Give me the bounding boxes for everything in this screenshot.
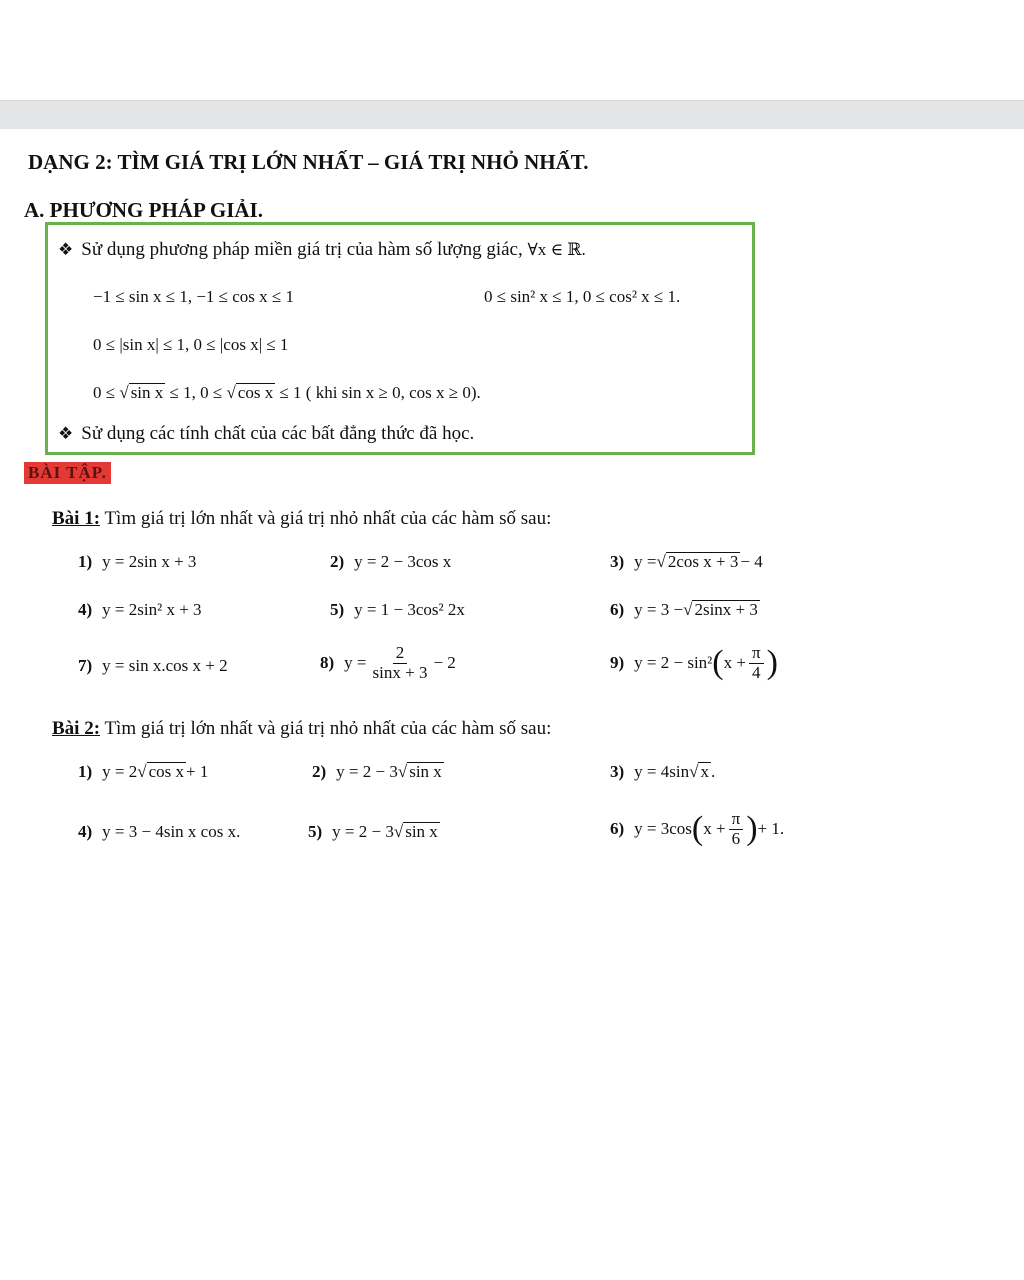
formula-abs-range: 0 ≤ |sin x| ≤ 1, 0 ≤ |cos x| ≤ 1 bbox=[93, 335, 289, 354]
bai1-item-1 bbox=[78, 552, 196, 572]
fraction-denominator: 6 bbox=[731, 828, 741, 848]
item-fraction bbox=[749, 644, 764, 682]
section-a-heading: A. PHƯƠNG PHÁP GIẢI. bbox=[24, 198, 263, 222]
item-expr: y = 2sin² x + 3 bbox=[102, 600, 202, 619]
bai2-item-6 bbox=[610, 810, 784, 848]
item-number: 8) bbox=[320, 653, 335, 673]
item-radicand: sin x bbox=[405, 822, 438, 842]
fraction-numerator: π bbox=[749, 644, 764, 664]
bai2-heading bbox=[52, 718, 551, 740]
item-number: 5) bbox=[308, 822, 323, 841]
item-radicand: x bbox=[700, 762, 709, 782]
f3-mid: ≤ 1, 0 ≤ bbox=[165, 383, 227, 402]
item-expr-tail: − 2 bbox=[433, 653, 456, 673]
formula-sin-cos-range: −1 ≤ sin x ≤ 1, −1 ≤ cos x ≤ 1 bbox=[93, 287, 294, 306]
item-expr: y = 2 − 3cos x bbox=[354, 552, 452, 571]
bai1-item-8 bbox=[320, 644, 456, 682]
fraction-numerator: 2 bbox=[393, 644, 408, 664]
bullet-1-math: ∀x ∈ ℝ. bbox=[527, 240, 586, 259]
bai1-item-6: 6) y = 3 − √ 2sinx + 3 bbox=[610, 600, 758, 620]
item-expr: y = 2 bbox=[102, 762, 138, 781]
method-box bbox=[45, 222, 755, 455]
bai2-item-2: 2) y = 2 − 3 √ sin x bbox=[312, 762, 442, 782]
diamond-bullet-icon: ❖ bbox=[58, 240, 74, 259]
item-expr-tail: + 1. bbox=[757, 819, 785, 839]
item-expr-tail: − 4 bbox=[740, 552, 763, 571]
item-expr: y = 3 − bbox=[634, 600, 684, 619]
bai2-item-3: 3) y = 4sin √ x . bbox=[610, 762, 716, 782]
item-number: 6) bbox=[610, 600, 625, 619]
item-number: 6) bbox=[610, 819, 625, 839]
item-expr: y = 4sin bbox=[634, 762, 690, 781]
bullet-1-text: Sử dụng phương pháp miền giá trị của hàm số lượng giác, bbox=[81, 239, 523, 260]
item-radicand: sin x bbox=[409, 762, 442, 782]
item-radicand: 2cos x + 3 bbox=[667, 552, 739, 572]
item-expr: y = bbox=[634, 552, 657, 571]
left-paren: ( bbox=[712, 644, 724, 682]
exercises-label: BÀI TẬP. bbox=[24, 462, 111, 484]
f3-radicand-2: cos x bbox=[237, 383, 274, 402]
viewer-top-bar bbox=[0, 100, 1024, 129]
bai1-text: Tìm giá trị lớn nhất và giá trị nhỏ nhất của các hàm số sau: bbox=[104, 508, 552, 529]
fraction-denominator: 4 bbox=[752, 662, 761, 682]
item-radicand: 2sinx + 3 bbox=[694, 600, 758, 620]
f3-pre: 0 ≤ bbox=[93, 383, 120, 402]
diamond-bullet-icon: ❖ bbox=[58, 424, 74, 443]
formula-sqrt-range: 0 ≤ √ sin x ≤ 1, 0 ≤ √ cos x ≤ 1 ( khi sin x ≥ 0, cos x ≥ 0). bbox=[93, 383, 481, 402]
bai2-item-4 bbox=[78, 822, 240, 842]
item-expr: y = 3cos bbox=[634, 819, 692, 839]
item-fraction bbox=[729, 810, 744, 848]
item-number: 5) bbox=[330, 600, 345, 619]
fraction-numerator: π bbox=[729, 810, 744, 830]
item-number: 2) bbox=[312, 762, 327, 781]
item-paren-inner: x + bbox=[703, 819, 726, 839]
item-paren-inner: x + bbox=[723, 653, 746, 673]
bai1-heading bbox=[52, 508, 551, 530]
item-number: 2) bbox=[330, 552, 345, 571]
bai2-text: Tìm giá trị lớn nhất và giá trị nhỏ nhất của các hàm số sau: bbox=[104, 718, 552, 739]
bai1-label: Bài 1: bbox=[52, 508, 101, 529]
bai1-item-9 bbox=[610, 644, 778, 682]
item-radicand: cos x bbox=[148, 762, 185, 782]
item-number: 3) bbox=[610, 552, 625, 571]
method-bullet-1 bbox=[58, 239, 586, 261]
page-title: DẠNG 2: TÌM GIÁ TRỊ LỚN NHẤT – GIÁ TRỊ NHỎ NHẤT. bbox=[28, 150, 589, 174]
bai2-label: Bài 2: bbox=[52, 718, 101, 739]
bai1-item-3: 3) y = √ 2cos x + 3 − 4 bbox=[610, 552, 763, 572]
bai2-item-1: 1) y = 2 √ cos x + 1 bbox=[78, 762, 209, 782]
bai1-item-4 bbox=[78, 600, 202, 620]
item-expr-tail: + 1 bbox=[186, 762, 209, 781]
item-number: 1) bbox=[78, 552, 93, 571]
f3-post: ≤ 1 ( khi sin x ≥ 0, cos x ≥ 0). bbox=[275, 383, 481, 402]
formula-sin2-cos2-range: 0 ≤ sin² x ≤ 1, 0 ≤ cos² x ≤ 1. bbox=[484, 287, 681, 306]
item-expr: y = 2 − sin² bbox=[634, 653, 713, 673]
item-expr: y = sin x.cos x + 2 bbox=[102, 656, 228, 675]
item-expr: y = 2 − 3 bbox=[336, 762, 398, 781]
bai2-item-5: 5) y = 2 − 3 √ sin x bbox=[308, 822, 438, 842]
right-paren: ) bbox=[766, 644, 778, 682]
left-paren: ( bbox=[691, 810, 704, 848]
bai1-item-2 bbox=[330, 552, 451, 572]
item-number: 7) bbox=[78, 656, 93, 675]
item-fraction bbox=[370, 644, 431, 682]
item-expr: y = 2 − 3 bbox=[332, 822, 394, 841]
bai1-item-5 bbox=[330, 600, 465, 620]
item-number: 3) bbox=[610, 762, 625, 781]
item-number: 4) bbox=[78, 600, 93, 619]
item-number: 4) bbox=[78, 822, 93, 841]
method-bullet-2 bbox=[58, 423, 474, 445]
bullet-2-text: Sử dụng các tính chất của các bất đẳng thức đã học. bbox=[81, 423, 475, 444]
fraction-denominator: sinx + 3 bbox=[372, 662, 428, 682]
item-number: 1) bbox=[78, 762, 93, 781]
item-expr: y = 1 − 3cos² 2x bbox=[354, 600, 465, 619]
right-paren: ) bbox=[746, 810, 758, 848]
item-expr: y = bbox=[344, 653, 367, 673]
item-expr: y = 3 − 4sin x cos x. bbox=[102, 822, 241, 841]
item-expr-tail: . bbox=[710, 762, 716, 781]
item-number: 9) bbox=[610, 653, 625, 673]
item-expr: y = 2sin x + 3 bbox=[102, 552, 197, 571]
bai1-item-7 bbox=[78, 656, 228, 676]
f3-radicand-1: sin x bbox=[130, 383, 164, 402]
